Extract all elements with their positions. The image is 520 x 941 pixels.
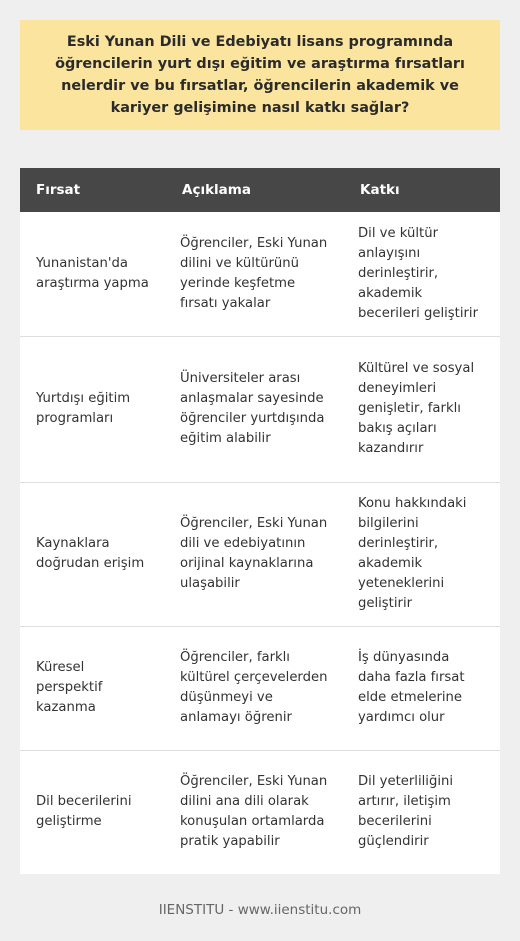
opportunity-cell: Küresel perspektif kazanma — [20, 626, 166, 750]
table-row — [20, 750, 500, 874]
contribution-cell: Dil ve kültür anlayışını derinleştirir, akademik becerileri geliştirir — [344, 212, 500, 336]
column-header-contribution: Katkı — [360, 182, 400, 198]
page-title: Eski Yunan Dili ve Edebiyatı lisans programında öğrencilerin yurt dışı eğitim ve araştırma fırsatları nelerdir ve bu fırsatlar, öğrencilerin akademik ve kariyer gelişimine nasıl katkı sağlar? — [55, 34, 465, 116]
table-row — [20, 482, 500, 626]
column-header-description: Açıklama — [182, 182, 251, 198]
table-header-row — [20, 168, 500, 212]
contribution-cell: Dil yeterliliğini artırır, iletişim becerilerini güçlendirir — [358, 774, 454, 850]
column-header-opportunity: Fırsat — [36, 182, 81, 198]
table-row — [20, 212, 500, 336]
description-cell: Öğrenciler, Eski Yunan dilini ana dili olarak konuşulan ortamlarda pratik yapabilir — [180, 774, 328, 850]
opportunity-cell: Kaynaklara doğrudan erişim — [20, 482, 166, 626]
footer-credit: IIENSTITU - www.iienstitu.com — [158, 902, 362, 918]
table-row — [20, 626, 500, 750]
description-cell: Öğrenciler, Eski Yunan dili ve edebiyatının orijinal kaynaklarına ulaşabilir — [166, 482, 344, 626]
contribution-cell: İş dünyasında daha fazla fırsat elde etmelerine yardımcı olur — [344, 626, 500, 750]
opportunity-cell: Dil becerilerini geliştirme — [36, 794, 132, 830]
opportunity-cell: Yunanistan'da araştırma yapma — [20, 212, 166, 336]
description-cell: Üniversiteler arası anlaşmalar sayesinde öğrenciler yurtdışında eğitim alabilir — [166, 336, 344, 482]
description-cell: Öğrenciler, Eski Yunan dilini ve kültürünü yerinde keşfetme fırsatı yakalar — [166, 212, 344, 336]
table-row — [20, 336, 500, 482]
description-cell: Öğrenciler, farklı kültürel çerçevelerden düşünmeyi ve anlamayı öğrenir — [166, 626, 344, 750]
opportunity-cell: Yurtdışı eğitim programları — [20, 336, 166, 482]
contribution-cell: Kültürel ve sosyal deneyimleri genişletir, farklı bakış açıları kazandırır — [344, 336, 500, 482]
contribution-cell: Konu hakkındaki bilgilerini derinleştirir, akademik yeteneklerini geliştirir — [344, 482, 500, 626]
title-banner — [20, 20, 500, 130]
opportunities-table — [20, 168, 500, 874]
